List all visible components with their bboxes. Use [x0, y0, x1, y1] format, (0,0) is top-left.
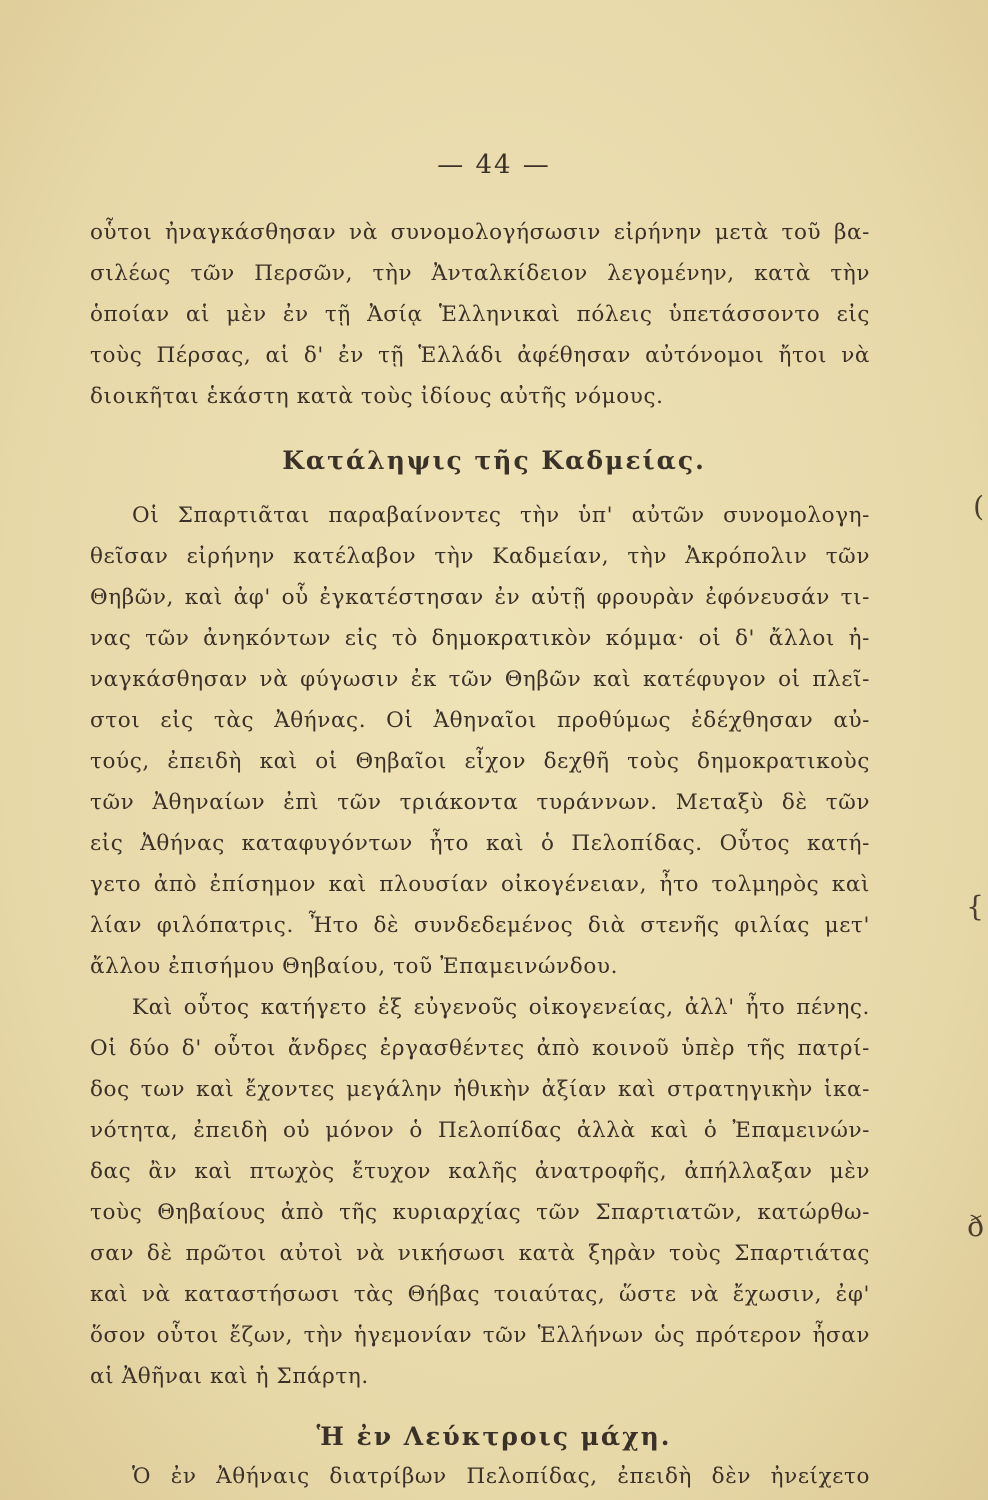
text-line: νας τῶν ἀνηκόντων εἰς τὸ δημοκρατικὸν κόμμα· οἱ δ' ἄλλοι ἠ-: [90, 626, 870, 651]
text-line: νότητα, ἐπειδὴ οὐ μόνον ὁ Πελοπίδας ἀλλὰ καὶ ὁ Ἐπαμεινών-: [90, 1118, 870, 1143]
section-heading: Ἡ ἐν Λεύκτροις μάχη.: [316, 1422, 672, 1451]
text-line: Θηβῶν, καὶ ἀφ' οὗ ἐγκατέστησαν ἐν αὐτῇ φρουρὰν ἐφόνευσάν τι-: [90, 585, 870, 610]
text-line: Οἱ δύο δ' οὗτοι ἄνδρες ἐργασθέντες ἀπὸ κοινοῦ ὑπὲρ τῆς πατρί-: [90, 1036, 870, 1061]
text-line: δας ἂν καὶ πτωχὸς ἔτυχον καλῆς ἀνατροφῆς, ἀπήλλαξαν μὲν: [90, 1159, 870, 1184]
text-line: τοὺς Θηβαίους ἀπὸ τῆς κυριαρχίας τῶν Σπαρτιατῶν, κατώρθω-: [90, 1200, 870, 1225]
text-line: εἰς Ἀθήνας καταφυγόντων ἦτο καὶ ὁ Πελοπίδας. Οὗτος κατή-: [90, 831, 870, 856]
text-line: ὅσον οὗτοι ἔζων, τὴν ἡγεμονίαν τῶν Ἑλλήνων ὡς πρότερον ἦσαν: [90, 1323, 870, 1348]
text-line: τῶν Ἀθηναίων ἐπὶ τῶν τριάκοντα τυράννων. Μεταξὺ δὲ τῶν: [90, 790, 870, 815]
text-line: στοι εἰς τὰς Ἀθήνας. Οἱ Ἀθηναῖοι προθύμως ἐδέχθησαν αὐ-: [90, 708, 870, 733]
binding-mark: (: [973, 490, 984, 523]
text-line: τούς, ἐπειδὴ καὶ οἱ Θηβαῖοι εἶχον δεχθῆ τοὺς δημοκρατικοὺς: [90, 749, 870, 774]
page-number: — 44 —: [437, 150, 551, 180]
text-line: Ὁ ἐν Ἀθήναις διατρίβων Πελοπίδας, ἐπειδὴ δὲν ἠνείχετο: [132, 1464, 870, 1489]
text-line: δος των καὶ ἔχοντες μεγάλην ἠθικὴν ἀξίαν καὶ στρατηγικὴν ἱκα-: [90, 1077, 870, 1102]
text-line: καὶ νὰ καταστήσωσι τὰς Θήβας τοιαύτας, ὥστε νὰ ἔχωσιν, ἐφ': [90, 1282, 870, 1307]
text-line: Καὶ οὗτος κατήγετο ἐξ εὐγενοῦς οἰκογενείας, ἀλλ' ἦτο πένης.: [132, 995, 870, 1020]
binding-mark: {: [966, 890, 984, 923]
section-heading: Κατάληψις τῆς Καδμείας.: [282, 446, 706, 475]
text-line: θεῖσαν εἰρήνην κατέλαβον τὴν Καδμείαν, τὴν Ἀκρόπολιν τῶν: [90, 544, 870, 569]
text-line: λίαν φιλόπατρις. Ἦτο δὲ συνδεδεμένος διὰ στενῆς φιλίας μετ': [90, 913, 870, 938]
text-line: ὁποίαν αἱ μὲν ἐν τῇ Ἀσίᾳ Ἑλληνικαὶ πόλεις ὑπετάσσοντο εἰς: [90, 302, 870, 327]
text-line: διοικῆται ἑκάστη κατὰ τοὺς ἰδίους αὐτῆς νόμους.: [90, 384, 664, 409]
text-line: σιλέως τῶν Περσῶν, τὴν Ἀνταλκίδειον λεγομένην, κατὰ τὴν: [90, 261, 870, 286]
text-line: τοὺς Πέρσας, αἱ δ' ἐν τῇ Ἑλλάδι ἀφέθησαν αὐτόνομοι ἤτοι νὰ: [90, 343, 870, 368]
text-line: οὗτοι ἠναγκάσθησαν νὰ συνομολογήσωσιν εἰρήνην μετὰ τοῦ βα-: [90, 220, 870, 245]
text-line: Οἱ Σπαρτιᾶται παραβαίνοντες τὴν ὑπ' αὐτῶν συνομολογη-: [132, 503, 870, 528]
text-line: γετο ἀπὸ ἐπίσημον καὶ πλουσίαν οἰκογένειαν, ἦτο τολμηρὸς καὶ: [90, 872, 870, 897]
text-line: ἄλλου ἐπισήμου Θηβαίου, τοῦ Ἐπαμεινώνδου.: [90, 954, 619, 979]
binding-mark: ð: [967, 1210, 984, 1243]
text-line: αἱ Ἀθῆναι καὶ ἡ Σπάρτη.: [90, 1364, 369, 1389]
text-line: σαν δὲ πρῶτοι αὐτοὶ νὰ νικήσωσι κατὰ ξηρὰν τοὺς Σπαρτιάτας: [90, 1241, 870, 1266]
text-line: ναγκάσθησαν νὰ φύγωσιν ἐκ τῶν Θηβῶν καὶ κατέφυγον οἱ πλεῖ-: [90, 667, 870, 692]
